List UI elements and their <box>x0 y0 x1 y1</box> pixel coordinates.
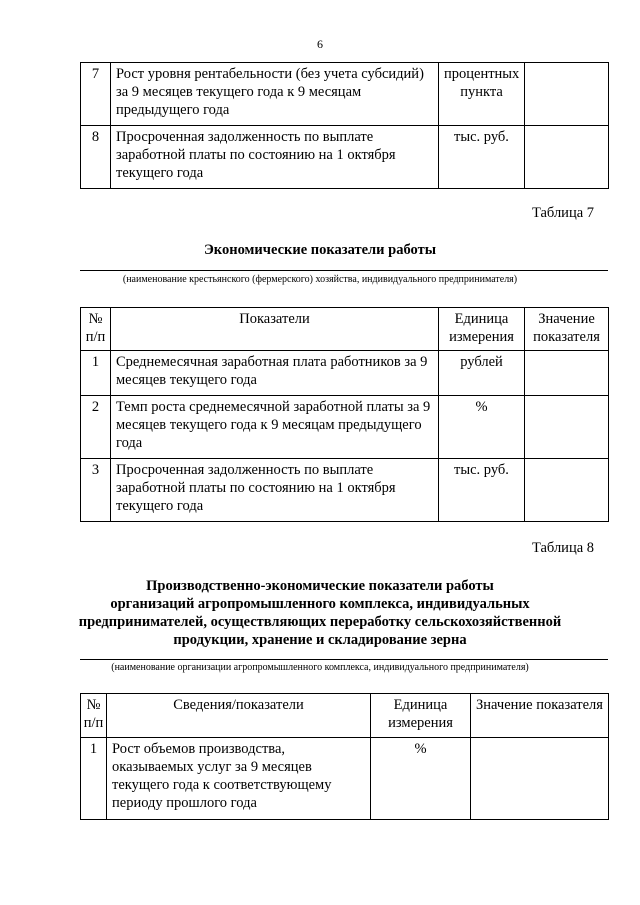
unit-cell: % <box>371 738 471 820</box>
header-value: Значение показателя <box>471 694 609 738</box>
table8-title <box>0 577 640 649</box>
table-row <box>81 738 609 820</box>
table7 <box>80 307 609 522</box>
unit-cell: тыс. руб. <box>439 126 525 189</box>
row-number: 1 <box>81 738 107 820</box>
table-row <box>81 396 609 459</box>
row-number: 1 <box>81 351 111 396</box>
value-cell <box>525 126 609 189</box>
table-row <box>81 459 609 522</box>
table8-title-line: предпринимателей, осуществляющих переработку сельскохозяйственной <box>78 614 562 630</box>
fill-line <box>80 270 608 271</box>
header-num: № п/п <box>81 308 111 351</box>
row-number: 2 <box>81 396 111 459</box>
value-cell <box>525 459 609 522</box>
header-unit: Единица измерения <box>371 694 471 738</box>
table-row <box>81 351 609 396</box>
indicator-cell: Просроченная задолженность по выплате заработной платы по состоянию на 1 октября текущего года <box>111 126 439 189</box>
row-number: 3 <box>81 459 111 522</box>
value-cell <box>471 738 609 820</box>
table7-title: Экономические показатели работы <box>203 242 437 258</box>
table8 <box>80 693 609 820</box>
header-num: № п/п <box>81 694 107 738</box>
row-number: 8 <box>81 126 111 189</box>
unit-cell: процентных пункта <box>439 63 525 126</box>
indicator-cell: Просроченная задолженность по выплате заработной платы по состоянию на 1 октября текущего года <box>111 459 439 522</box>
indicator-cell: Темп роста среднемесячной заработной платы за 9 месяцев текущего года к 9 месяцам предыдущего года <box>111 396 439 459</box>
table-header-row <box>81 308 609 351</box>
indicator-cell: Рост уровня рентабельности (без учета субсидий) за 9 месяцев текущего года к 9 месяцам предыдущего года <box>111 63 439 126</box>
header-indicator: Сведения/показатели <box>107 694 371 738</box>
header-value: Значение показателя <box>525 308 609 351</box>
fill-line <box>80 659 608 660</box>
table8-sublabel: (наименование организации агропромышленного комплекса, индивидуального предпринимателя) <box>111 662 529 673</box>
header-unit: Единица измерения <box>439 308 525 351</box>
unit-cell: рублей <box>439 351 525 396</box>
table8-caption: Таблица 8 <box>532 540 595 556</box>
value-cell <box>525 396 609 459</box>
table7-caption: Таблица 7 <box>532 205 595 221</box>
row-number: 7 <box>81 63 111 126</box>
indicator-cell: Рост объемов производства, оказываемых услуг за 9 месяцев текущего года к соответствующему периоду прошлого года <box>107 738 371 820</box>
unit-cell: % <box>439 396 525 459</box>
table-row <box>81 126 609 189</box>
page-number: 6 <box>317 37 323 51</box>
table7-sublabel: (наименование крестьянского (фермерского) хозяйства, индивидуального предпринимателя) <box>122 274 518 285</box>
table-header-row <box>81 694 609 738</box>
table8-title-line: организаций агропромышленного комплекса, индивидуальных <box>110 596 530 612</box>
unit-cell: тыс. руб. <box>439 459 525 522</box>
value-cell <box>525 63 609 126</box>
value-cell <box>525 351 609 396</box>
continued-table <box>80 62 609 189</box>
indicator-cell: Среднемесячная заработная плата работников за 9 месяцев текущего года <box>111 351 439 396</box>
table8-title-line: продукции, хранение и складирование зерна <box>173 632 467 648</box>
table-row <box>81 63 609 126</box>
table8-title-line: Производственно-экономические показатели работы <box>146 578 494 594</box>
header-indicator: Показатели <box>111 308 439 351</box>
